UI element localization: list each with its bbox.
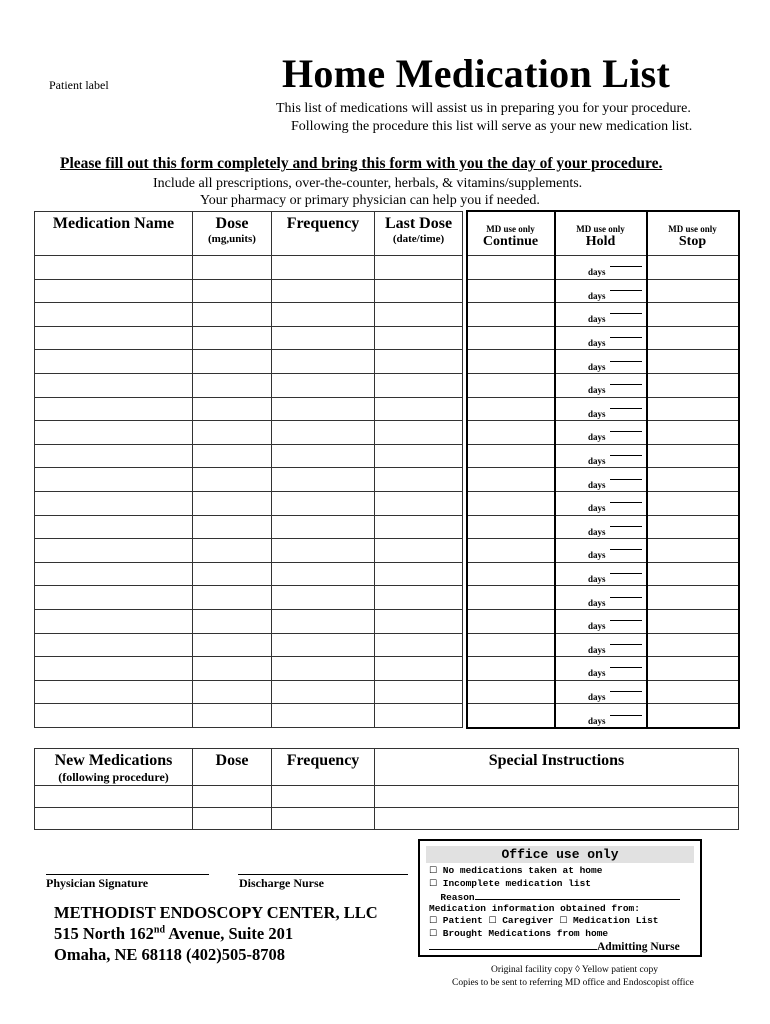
source-options: ☐ Patient ☐ Caregiver ☐ Medication List xyxy=(429,915,659,927)
cell-input[interactable] xyxy=(375,444,463,468)
medication-table xyxy=(34,210,740,729)
cell-input[interactable] xyxy=(272,539,375,563)
checkbox-icon[interactable]: ☐ xyxy=(429,866,438,876)
cell-input[interactable] xyxy=(272,373,375,397)
days-label: days xyxy=(587,597,606,608)
cell-input[interactable] xyxy=(647,350,739,374)
cell-input[interactable] xyxy=(35,256,193,280)
cell-input[interactable] xyxy=(35,468,193,492)
cell-input[interactable] xyxy=(647,586,739,610)
cell-input[interactable] xyxy=(272,256,375,280)
cell-input[interactable] xyxy=(555,491,647,515)
cell-input[interactable] xyxy=(35,609,193,633)
admitting-nurse-field[interactable]: Admitting Nurse xyxy=(420,941,700,954)
copy-note: Original facility copy ◊ Yellow patient copy xyxy=(491,965,658,975)
days-label: days xyxy=(587,432,606,443)
cell-input[interactable] xyxy=(555,421,647,445)
cell-input[interactable] xyxy=(272,421,375,445)
cell-input[interactable] xyxy=(647,279,739,303)
checkbox-icon[interactable]: ☐ xyxy=(429,878,438,889)
cell-input[interactable] xyxy=(193,468,272,492)
brought-meds-option[interactable]: ☐ Brought Medications from home xyxy=(429,927,609,939)
days-label: days xyxy=(587,526,606,537)
cell-input[interactable] xyxy=(272,303,375,327)
cell-input[interactable] xyxy=(555,256,647,280)
cell-input[interactable] xyxy=(555,303,647,327)
cell-input[interactable] xyxy=(272,397,375,421)
days-label: days xyxy=(587,456,606,467)
cell-input[interactable] xyxy=(555,704,647,728)
cell-input[interactable] xyxy=(467,609,555,633)
cell-input[interactable] xyxy=(555,279,647,303)
cell-input[interactable] xyxy=(193,609,272,633)
cell-input[interactable] xyxy=(272,444,375,468)
cell-input[interactable] xyxy=(467,491,555,515)
col-hold: MD use only Hold xyxy=(555,211,647,256)
cell-input[interactable] xyxy=(555,586,647,610)
days-label: days xyxy=(587,290,606,301)
days-label: days xyxy=(587,668,606,679)
cell-input[interactable] xyxy=(35,808,193,830)
cell-input[interactable] xyxy=(467,515,555,539)
physician-signature-label: Physician Signature xyxy=(46,876,149,890)
cell-input[interactable] xyxy=(193,539,272,563)
days-label: days xyxy=(587,479,606,490)
cell-input[interactable] xyxy=(272,808,375,830)
table-row xyxy=(35,350,739,374)
table-row xyxy=(35,786,739,808)
table-row xyxy=(35,444,739,468)
page-title: Home Medication List xyxy=(282,51,671,96)
cell-input[interactable] xyxy=(375,539,463,563)
cell-input[interactable] xyxy=(193,397,272,421)
cell-input[interactable] xyxy=(272,704,375,728)
cell-input[interactable] xyxy=(35,373,193,397)
days-label: days xyxy=(587,715,606,726)
cell-input[interactable] xyxy=(272,680,375,704)
cell-input[interactable] xyxy=(35,279,193,303)
table-row xyxy=(35,256,739,280)
table-row xyxy=(35,279,739,303)
cell-input[interactable] xyxy=(272,633,375,657)
cell-input[interactable] xyxy=(35,704,193,728)
days-label: days xyxy=(587,338,606,349)
cell-input[interactable] xyxy=(467,562,555,586)
table-row xyxy=(35,657,739,681)
cell-input[interactable] xyxy=(193,256,272,280)
cell-input[interactable] xyxy=(647,704,739,728)
cell-input[interactable] xyxy=(35,303,193,327)
table-row xyxy=(35,586,739,610)
cell-input[interactable] xyxy=(375,468,463,492)
cell-input[interactable] xyxy=(555,515,647,539)
table-row xyxy=(35,562,739,586)
cell-input[interactable] xyxy=(375,562,463,586)
col-medication-name: Medication Name xyxy=(35,211,193,256)
days-label: days xyxy=(587,644,606,655)
facility-name: METHODIST ENDOSCOPY CENTER, LLC xyxy=(54,903,378,922)
cell-input[interactable] xyxy=(272,350,375,374)
cell-input[interactable] xyxy=(193,633,272,657)
cell-input[interactable] xyxy=(35,539,193,563)
days-label: days xyxy=(587,314,606,325)
cell-input[interactable] xyxy=(375,680,463,704)
table-row xyxy=(35,491,739,515)
cell-input[interactable] xyxy=(555,680,647,704)
cell-input[interactable] xyxy=(35,397,193,421)
cell-input[interactable] xyxy=(193,562,272,586)
cell-input[interactable] xyxy=(647,256,739,280)
discharge-nurse-label: Discharge Nurse xyxy=(239,876,324,890)
cell-input[interactable] xyxy=(193,680,272,704)
checkbox-icon[interactable]: ☐ xyxy=(429,916,438,927)
cell-input[interactable] xyxy=(467,539,555,563)
col-new-frequency: Frequency xyxy=(272,749,375,786)
days-label: days xyxy=(587,691,606,702)
cell-input[interactable] xyxy=(467,633,555,657)
cell-input[interactable] xyxy=(467,444,555,468)
table-row xyxy=(35,680,739,704)
cell-input[interactable] xyxy=(375,515,463,539)
cell-input[interactable] xyxy=(193,279,272,303)
cell-input[interactable] xyxy=(467,704,555,728)
cell-input[interactable] xyxy=(467,256,555,280)
cell-input[interactable] xyxy=(375,609,463,633)
cell-input[interactable] xyxy=(467,586,555,610)
cell-input[interactable] xyxy=(555,633,647,657)
cell-input[interactable] xyxy=(193,657,272,681)
col-continue: MD use only Continue xyxy=(467,211,555,256)
checkbox-icon[interactable]: ☐ xyxy=(559,916,568,927)
table-row xyxy=(35,303,739,327)
cell-input[interactable] xyxy=(375,786,739,808)
new-medications-table xyxy=(34,748,739,830)
cell-input[interactable] xyxy=(193,586,272,610)
days-label: days xyxy=(587,503,606,514)
cell-input[interactable] xyxy=(375,657,463,681)
cell-input[interactable] xyxy=(555,539,647,563)
cell-input[interactable] xyxy=(272,609,375,633)
cell-input[interactable] xyxy=(272,657,375,681)
instruction-line-2: Your pharmacy or primary physician can help you if needed. xyxy=(200,193,540,208)
cell-input[interactable] xyxy=(647,657,739,681)
cell-input[interactable] xyxy=(35,786,193,808)
facility-street: 515 North 162nd Avenue, Suite 201 xyxy=(54,924,294,943)
cell-input[interactable] xyxy=(555,657,647,681)
cell-input[interactable] xyxy=(647,539,739,563)
cell-input[interactable] xyxy=(193,704,272,728)
table-row xyxy=(35,397,739,421)
days-label: days xyxy=(587,361,606,372)
intro-line-1: This list of medications will assist us in preparing you for your procedure. xyxy=(276,101,691,116)
table-row xyxy=(35,808,739,830)
obtained-from-label: Medication information obtained from: xyxy=(429,903,640,915)
cell-input[interactable] xyxy=(467,468,555,492)
checkbox-icon[interactable]: ☐ xyxy=(429,928,438,939)
cell-input[interactable] xyxy=(35,444,193,468)
cell-input[interactable] xyxy=(272,586,375,610)
incomplete-option[interactable]: ☐ Incomplete medication list xyxy=(429,877,592,889)
cell-input[interactable] xyxy=(555,609,647,633)
cell-input[interactable] xyxy=(35,421,193,445)
physician-signature-line[interactable] xyxy=(46,874,209,875)
cell-input[interactable] xyxy=(647,326,739,350)
cell-input[interactable] xyxy=(647,562,739,586)
cell-input[interactable] xyxy=(375,256,463,280)
cell-input[interactable] xyxy=(272,562,375,586)
cell-input[interactable] xyxy=(193,303,272,327)
col-stop: MD use only Stop xyxy=(647,211,739,256)
table-row xyxy=(35,373,739,397)
days-label: days xyxy=(587,574,606,585)
cell-input[interactable] xyxy=(647,609,739,633)
office-use-title: Office use only xyxy=(426,846,694,863)
office-use-box xyxy=(418,839,702,957)
cell-input[interactable] xyxy=(555,373,647,397)
cell-input[interactable] xyxy=(193,326,272,350)
cell-input[interactable] xyxy=(272,515,375,539)
col-last-dose: Last Dose (date/time) xyxy=(375,211,463,256)
cell-input[interactable] xyxy=(467,657,555,681)
cell-input[interactable] xyxy=(272,786,375,808)
cell-input[interactable] xyxy=(193,373,272,397)
nurse-signature-line[interactable] xyxy=(238,874,408,875)
cell-input[interactable] xyxy=(555,326,647,350)
col-new-dose: Dose xyxy=(193,749,272,786)
intro-line-2: Following the procedure this list will serve as your new medication list. xyxy=(291,119,693,134)
cell-input[interactable] xyxy=(35,326,193,350)
cell-input[interactable] xyxy=(375,421,463,445)
cell-input[interactable] xyxy=(272,468,375,492)
cell-input[interactable] xyxy=(375,326,463,350)
cell-input[interactable] xyxy=(555,562,647,586)
table-row xyxy=(35,539,739,563)
days-label: days xyxy=(587,550,606,561)
cell-input[interactable] xyxy=(375,633,463,657)
cell-input[interactable] xyxy=(193,515,272,539)
cell-input[interactable] xyxy=(375,279,463,303)
table-row xyxy=(35,515,739,539)
cell-input[interactable] xyxy=(193,421,272,445)
no-meds-option[interactable]: ☐ No medications taken at home xyxy=(429,865,603,876)
cell-input[interactable] xyxy=(35,586,193,610)
cell-input[interactable] xyxy=(467,326,555,350)
cell-input[interactable] xyxy=(375,350,463,374)
cell-input[interactable] xyxy=(647,680,739,704)
cell-input[interactable] xyxy=(375,397,463,421)
cell-input[interactable] xyxy=(555,397,647,421)
table-row xyxy=(35,704,739,728)
cell-input[interactable] xyxy=(272,326,375,350)
main-instruction: Please fill out this form completely and bring this form with you the day of your procedure. xyxy=(60,155,663,172)
cell-input[interactable] xyxy=(647,303,739,327)
cell-input[interactable] xyxy=(467,373,555,397)
cell-input[interactable] xyxy=(272,279,375,303)
facility-city-phone: Omaha, NE 68118 (402)505-8708 xyxy=(54,945,285,964)
cell-input[interactable] xyxy=(193,808,272,830)
patient-label: Patient label xyxy=(49,78,109,92)
instruction-line-1: Include all prescriptions, over-the-counter, herbals, & vitamins/supplements. xyxy=(153,176,583,191)
cell-input[interactable] xyxy=(35,680,193,704)
cell-input[interactable] xyxy=(272,491,375,515)
cell-input[interactable] xyxy=(193,491,272,515)
cell-input[interactable] xyxy=(647,373,739,397)
cell-input[interactable] xyxy=(193,444,272,468)
cell-input[interactable] xyxy=(467,303,555,327)
col-special-instructions: Special Instructions xyxy=(375,749,739,786)
cell-input[interactable] xyxy=(375,303,463,327)
table-row xyxy=(35,326,739,350)
cell-input[interactable] xyxy=(35,657,193,681)
distribution-note: Copies to be sent to referring MD office and Endoscopist office xyxy=(452,978,694,988)
cell-input[interactable] xyxy=(647,468,739,492)
table-row xyxy=(35,609,739,633)
cell-input[interactable] xyxy=(193,350,272,374)
cell-input[interactable] xyxy=(35,350,193,374)
cell-input[interactable] xyxy=(375,491,463,515)
cell-input[interactable] xyxy=(375,808,739,830)
cell-input[interactable] xyxy=(467,680,555,704)
col-frequency: Frequency xyxy=(272,211,375,256)
cell-input[interactable] xyxy=(647,633,739,657)
cell-input[interactable] xyxy=(35,491,193,515)
table-row xyxy=(35,421,739,445)
cell-input[interactable] xyxy=(647,444,739,468)
reason-field[interactable]: Reason xyxy=(420,891,700,904)
cell-input[interactable] xyxy=(647,515,739,539)
cell-input[interactable] xyxy=(35,515,193,539)
days-label: days xyxy=(587,385,606,396)
days-label: days xyxy=(587,621,606,632)
cell-input[interactable] xyxy=(35,562,193,586)
cell-input[interactable] xyxy=(467,397,555,421)
cell-input[interactable] xyxy=(555,468,647,492)
cell-input[interactable] xyxy=(647,397,739,421)
cell-input[interactable] xyxy=(555,350,647,374)
cell-input[interactable] xyxy=(647,421,739,445)
cell-input[interactable] xyxy=(467,350,555,374)
checkbox-icon[interactable]: ☐ xyxy=(488,916,497,927)
table-row xyxy=(35,633,739,657)
cell-input[interactable] xyxy=(375,704,463,728)
cell-input[interactable] xyxy=(375,373,463,397)
cell-input[interactable] xyxy=(467,421,555,445)
cell-input[interactable] xyxy=(35,633,193,657)
days-label: days xyxy=(587,267,606,278)
cell-input[interactable] xyxy=(647,491,739,515)
cell-input[interactable] xyxy=(375,586,463,610)
col-dose: Dose (mg,units) xyxy=(193,211,272,256)
days-label: days xyxy=(587,408,606,419)
table-row xyxy=(35,468,739,492)
cell-input[interactable] xyxy=(555,444,647,468)
col-new-medications: New Medications (following procedure) xyxy=(35,749,193,786)
cell-input[interactable] xyxy=(193,786,272,808)
cell-input[interactable] xyxy=(467,279,555,303)
